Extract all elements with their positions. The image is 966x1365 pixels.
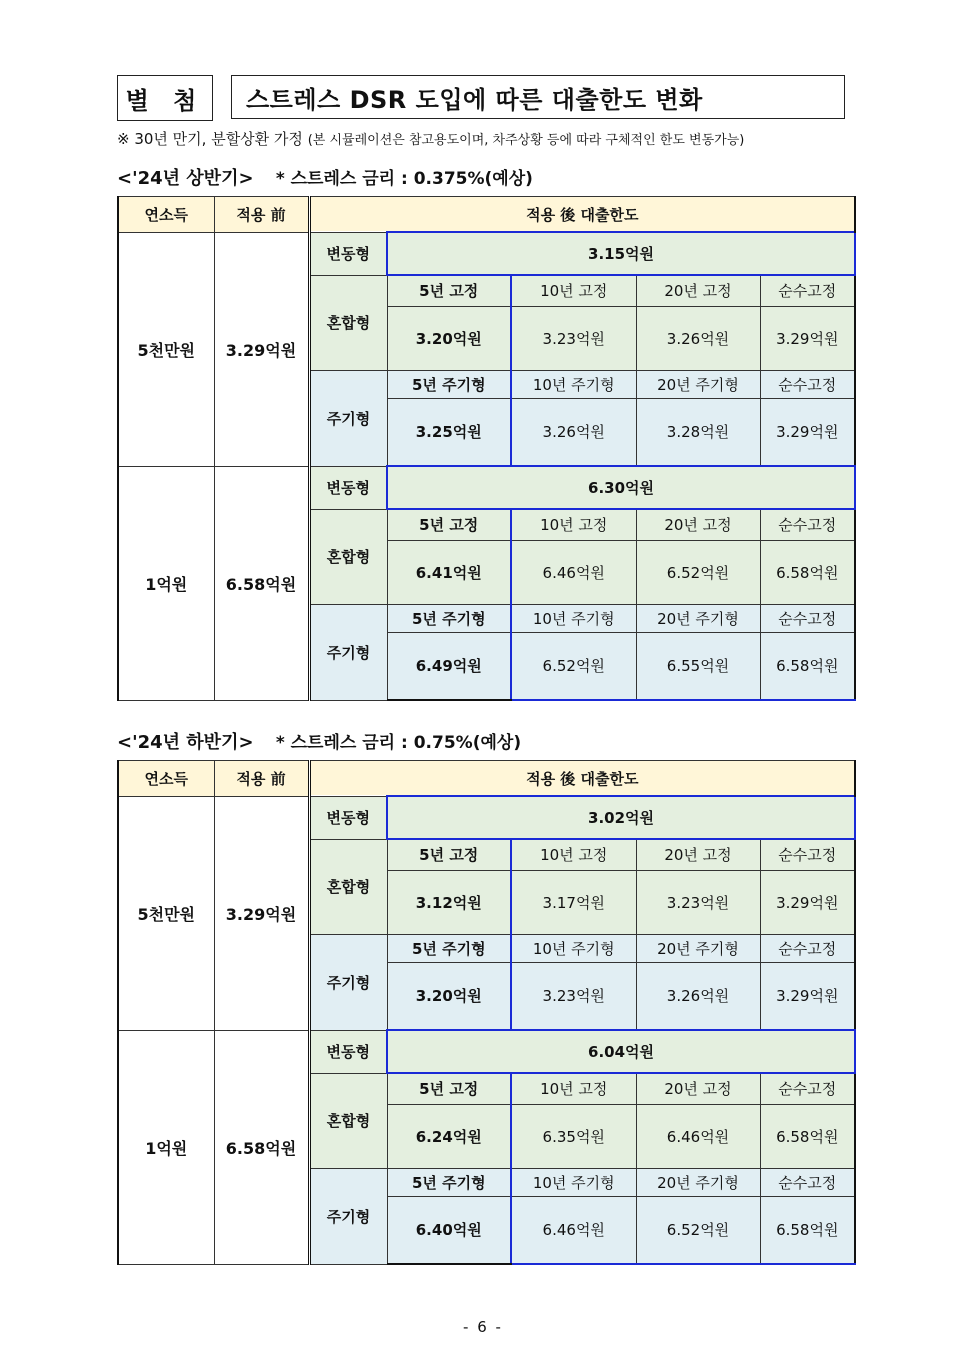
mixed-value-20y: 3.26억원 xyxy=(636,306,760,370)
periodic-value-5y: 3.25억원 xyxy=(387,398,511,466)
assumption-note xyxy=(117,128,744,149)
loan-limit-table-second-half xyxy=(117,760,856,1265)
periodic-header-pure: 순수고정 xyxy=(760,370,855,398)
income-value: 5천만원 xyxy=(118,796,214,1030)
header-before: 적용 前 xyxy=(214,761,309,797)
variable-value: 3.02억원 xyxy=(387,796,855,839)
mixed-header-5y: 5년 고정 xyxy=(387,275,511,306)
periodic-header-10y: 10년 주기형 xyxy=(511,1168,636,1196)
periodic-value-20y: 3.26억원 xyxy=(636,962,760,1030)
variable-type-label: 변동형 xyxy=(309,232,387,275)
periodic-value-pure: 6.58억원 xyxy=(760,1196,855,1264)
periodic-value-5y: 3.20억원 xyxy=(387,962,511,1030)
stress-rate: * 스트레스 금리 : 0.75%(예상) xyxy=(275,733,522,753)
mixed-value-pure: 3.29억원 xyxy=(760,870,855,934)
periodic-header-5y: 5년 주기형 xyxy=(387,1168,511,1196)
mixed-header-pure: 순수고정 xyxy=(760,275,855,306)
variable-value: 6.30억원 xyxy=(387,466,855,509)
mixed-type-label: 혼합형 xyxy=(309,839,387,934)
mixed-value-5y: 6.41억원 xyxy=(387,540,511,604)
mixed-value-5y: 3.20억원 xyxy=(387,306,511,370)
mixed-value-20y: 6.52억원 xyxy=(636,540,760,604)
mixed-header-10y: 10년 고정 xyxy=(511,1073,636,1104)
variable-value: 6.04억원 xyxy=(387,1030,855,1073)
document-title: 스트레스 DSR 도입에 따른 대출한도 변화 xyxy=(231,75,845,119)
section-period: <'24년 상반기> xyxy=(117,168,254,189)
periodic-header-20y: 20년 주기형 xyxy=(636,1168,760,1196)
periodic-value-20y: 3.28억원 xyxy=(636,398,760,466)
periodic-value-5y: 6.40억원 xyxy=(387,1196,511,1264)
section-period: <'24년 하반기> xyxy=(117,732,254,753)
income-value: 1억원 xyxy=(118,1030,214,1264)
periodic-type-label: 주기형 xyxy=(309,604,387,700)
mixed-header-10y: 10년 고정 xyxy=(511,275,636,306)
mixed-header-5y: 5년 고정 xyxy=(387,509,511,540)
table-row xyxy=(118,466,855,509)
before-value: 3.29억원 xyxy=(214,232,309,466)
assumption-sub: (본 시뮬레이션은 참고용도이며, 차주상황 등에 따라 구체적인 한도 변동가능) xyxy=(307,133,745,148)
header-income: 연소득 xyxy=(118,197,214,233)
mixed-type-label: 혼합형 xyxy=(309,275,387,370)
income-value: 5천만원 xyxy=(118,232,214,466)
mixed-header-pure: 순수고정 xyxy=(760,1073,855,1104)
mixed-header-5y: 5년 고정 xyxy=(387,1073,511,1104)
periodic-value-pure: 6.58억원 xyxy=(760,632,855,700)
periodic-header-10y: 10년 주기형 xyxy=(511,370,636,398)
periodic-value-10y: 6.52억원 xyxy=(511,632,636,700)
mixed-header-pure: 순수고정 xyxy=(760,839,855,870)
header-after: 적용 後 대출한도 xyxy=(309,197,855,233)
section-heading-first-half xyxy=(117,164,533,190)
periodic-value-5y: 6.49억원 xyxy=(387,632,511,700)
attachment-badge: 별 첨 xyxy=(117,75,213,121)
mixed-header-20y: 20년 고정 xyxy=(636,509,760,540)
periodic-header-10y: 10년 주기형 xyxy=(511,604,636,632)
variable-type-label: 변동형 xyxy=(309,466,387,509)
table-header-row xyxy=(118,197,855,233)
periodic-header-20y: 20년 주기형 xyxy=(636,934,760,962)
mixed-value-10y: 3.23억원 xyxy=(511,306,636,370)
table-row xyxy=(118,232,855,275)
mixed-header-20y: 20년 고정 xyxy=(636,1073,760,1104)
periodic-header-20y: 20년 주기형 xyxy=(636,604,760,632)
page-number: - 6 - xyxy=(463,1318,503,1336)
periodic-type-label: 주기형 xyxy=(309,934,387,1030)
periodic-value-20y: 6.55억원 xyxy=(636,632,760,700)
mixed-type-label: 혼합형 xyxy=(309,1073,387,1168)
periodic-header-pure: 순수고정 xyxy=(760,934,855,962)
header-before: 적용 前 xyxy=(214,197,309,233)
mixed-header-5y: 5년 고정 xyxy=(387,839,511,870)
periodic-header-5y: 5년 주기형 xyxy=(387,604,511,632)
header-after: 적용 後 대출한도 xyxy=(309,761,855,797)
section-heading-second-half xyxy=(117,728,521,754)
periodic-value-pure: 3.29억원 xyxy=(760,962,855,1030)
mixed-header-20y: 20년 고정 xyxy=(636,839,760,870)
mixed-value-10y: 6.35억원 xyxy=(511,1104,636,1168)
mixed-type-label: 혼합형 xyxy=(309,509,387,604)
header-income: 연소득 xyxy=(118,761,214,797)
periodic-header-pure: 순수고정 xyxy=(760,604,855,632)
before-value: 6.58억원 xyxy=(214,466,309,700)
periodic-header-5y: 5년 주기형 xyxy=(387,370,511,398)
periodic-type-label: 주기형 xyxy=(309,1168,387,1264)
stress-rate: * 스트레스 금리 : 0.375%(예상) xyxy=(275,169,533,189)
income-value: 1억원 xyxy=(118,466,214,700)
mixed-header-20y: 20년 고정 xyxy=(636,275,760,306)
periodic-value-20y: 6.52억원 xyxy=(636,1196,760,1264)
mixed-value-10y: 3.17억원 xyxy=(511,870,636,934)
periodic-header-20y: 20년 주기형 xyxy=(636,370,760,398)
mixed-value-20y: 6.46억원 xyxy=(636,1104,760,1168)
periodic-value-pure: 3.29억원 xyxy=(760,398,855,466)
table-header-row xyxy=(118,761,855,797)
periodic-header-5y: 5년 주기형 xyxy=(387,934,511,962)
periodic-value-10y: 3.26억원 xyxy=(511,398,636,466)
before-value: 3.29억원 xyxy=(214,796,309,1030)
periodic-value-10y: 3.23억원 xyxy=(511,962,636,1030)
mixed-header-10y: 10년 고정 xyxy=(511,509,636,540)
mixed-value-pure: 3.29억원 xyxy=(760,306,855,370)
variable-type-label: 변동형 xyxy=(309,1030,387,1073)
loan-limit-table-first-half xyxy=(117,196,856,701)
mixed-header-10y: 10년 고정 xyxy=(511,839,636,870)
mixed-value-pure: 6.58억원 xyxy=(760,540,855,604)
mixed-value-10y: 6.46억원 xyxy=(511,540,636,604)
table-row xyxy=(118,796,855,839)
periodic-type-label: 주기형 xyxy=(309,370,387,466)
periodic-value-10y: 6.46억원 xyxy=(511,1196,636,1264)
assumption-main: ※ 30년 만기, 분할상환 가정 xyxy=(117,130,303,148)
variable-type-label: 변동형 xyxy=(309,796,387,839)
periodic-header-pure: 순수고정 xyxy=(760,1168,855,1196)
table-row xyxy=(118,1030,855,1073)
mixed-value-5y: 3.12억원 xyxy=(387,870,511,934)
mixed-value-5y: 6.24억원 xyxy=(387,1104,511,1168)
mixed-value-20y: 3.23억원 xyxy=(636,870,760,934)
variable-value: 3.15억원 xyxy=(387,232,855,275)
periodic-header-10y: 10년 주기형 xyxy=(511,934,636,962)
mixed-header-pure: 순수고정 xyxy=(760,509,855,540)
before-value: 6.58억원 xyxy=(214,1030,309,1264)
mixed-value-pure: 6.58억원 xyxy=(760,1104,855,1168)
